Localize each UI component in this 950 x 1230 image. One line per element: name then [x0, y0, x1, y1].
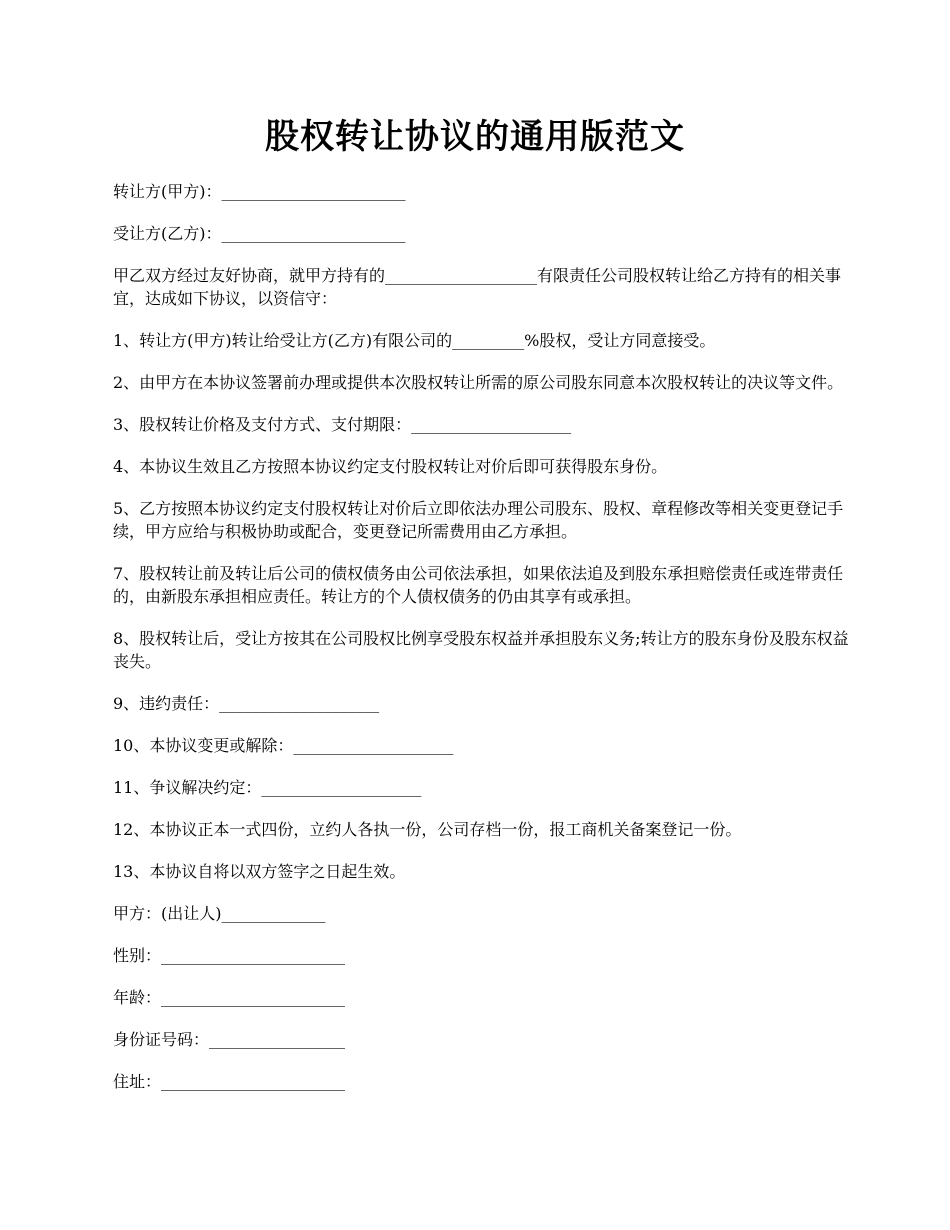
clause-9: 9、违约责任：____________________: [113, 694, 380, 713]
id-number-field-line: 身份证号码：_________________: [113, 1030, 346, 1049]
clause-3: 3、股权转让价格及支付方式、支付期限：____________________: [113, 415, 572, 434]
transferor-party-line: 转让方(甲方)：_______________________: [113, 182, 406, 201]
clause-7: 7、股权转让前及转让后公司的债权债务由公司依法承担，如果依法追及到股东承担赔偿责任或连带责任的，由新股东承担相应责任。转让方的个人债权债务的仍由其享有或承担。: [113, 564, 844, 606]
address-field-line: 住址：_______________________: [113, 1072, 346, 1091]
clause-10: 10、本协议变更或解除：____________________: [113, 736, 454, 755]
clause-13: 13、本协议自将以双方签字之日起生效。: [113, 862, 406, 881]
clause-8: 8、股权转让后，受让方按其在公司股权比例享受股东权益并承担股东义务;转让方的股东身份及股东权益丧失。: [113, 629, 849, 671]
clause-11: 11、争议解决约定：____________________: [113, 778, 422, 797]
clause-4: 4、本协议生效且乙方按照本协议约定支付股权转让对价后即可获得股东身份。: [113, 457, 668, 476]
clause-2: 2、由甲方在本协议签署前办理或提供本次股权转让所需的原公司股东同意本次股权转让的决议等文件。: [113, 373, 844, 392]
document-body: [113, 180, 853, 1112]
transferee-party-line: 受让方(乙方)：_______________________: [113, 224, 406, 243]
clause-1: 1、转让方(甲方)转让给受让方(乙方)有限公司的_________%股权，受让方同意接受。: [113, 331, 716, 350]
clause-12: 12、本协议正本一式四份，立约人各执一份，公司存档一份，报工商机关备案登记一份。: [113, 820, 742, 839]
gender-field-line: 性别：_______________________: [113, 946, 346, 965]
party-a-signature-line: 甲方：(出让人)_____________: [113, 904, 326, 923]
preamble-paragraph: 甲乙双方经过友好协商，就甲方持有的___________________有限责任公司股权转让给乙方持有的相关事宜，达成如下协议，以资信守：: [113, 266, 842, 308]
age-field-line: 年龄：_______________________: [113, 988, 346, 1007]
clause-5: 5、乙方按照本协议约定支付股权转让对价后立即依法办理公司股东、股权、章程修改等相关变更登记手续，甲方应给与积极协助或配合，变更登记所需费用由乙方承担。: [113, 499, 844, 541]
document-title: 股权转让协议的通用版范文: [265, 117, 685, 157]
